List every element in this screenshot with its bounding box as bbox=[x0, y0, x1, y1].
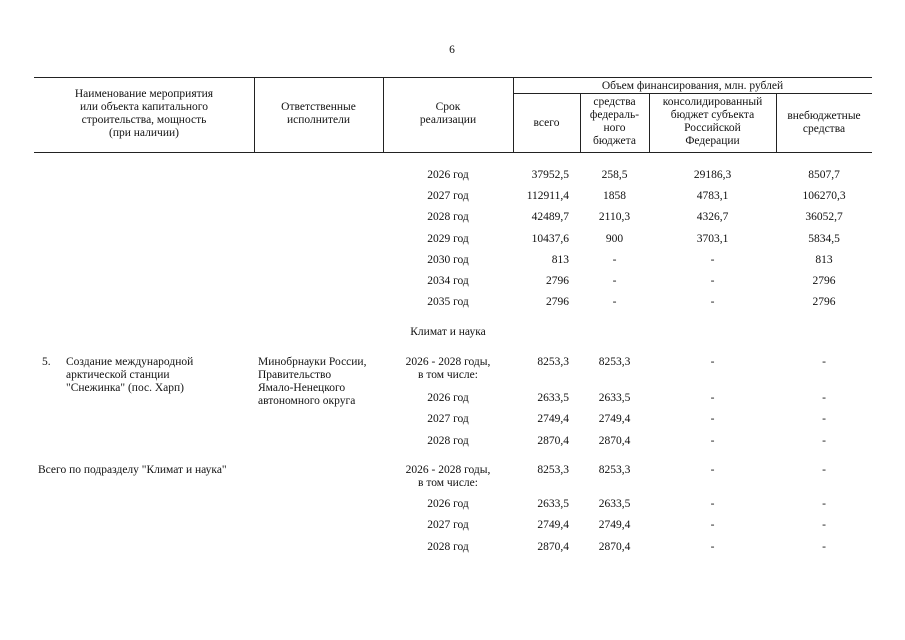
row-total: 813 bbox=[551, 254, 569, 266]
row-total: 10437,6 bbox=[531, 233, 569, 245]
row-consolidated: - bbox=[710, 356, 715, 368]
row-extra: - bbox=[822, 519, 826, 531]
header-federal: средства федераль- ного бюджета bbox=[589, 96, 640, 147]
row-term: 2030 год bbox=[427, 254, 469, 266]
header-responsible: Ответственные исполнители bbox=[281, 101, 356, 126]
subtotal-label: Всего по подразделу "Климат и наука" bbox=[38, 464, 227, 476]
row-extra: 36052,7 bbox=[805, 211, 843, 223]
row-consolidated: - bbox=[710, 413, 715, 425]
row-term: 2028 год bbox=[427, 211, 469, 223]
row-consolidated: - bbox=[710, 464, 715, 476]
row-federal: 2870,4 bbox=[598, 541, 631, 553]
row-extra: 106270,3 bbox=[802, 190, 846, 202]
row-total: 2749,4 bbox=[537, 519, 569, 531]
row-total: 112911,4 bbox=[526, 190, 569, 202]
row-consolidated: 4326,7 bbox=[696, 211, 729, 223]
row-consolidated: 3703,1 bbox=[696, 233, 729, 245]
row-consolidated: - bbox=[710, 254, 715, 266]
row-consolidated: - bbox=[710, 435, 715, 447]
row-extra: - bbox=[822, 541, 826, 553]
row-federal: 2749,4 bbox=[598, 519, 631, 531]
header-total: всего bbox=[533, 117, 560, 129]
row-federal: 1858 bbox=[603, 190, 626, 202]
row-term: 2028 год bbox=[427, 541, 469, 553]
item-responsible: Минобрнауки России, Правительство Ямало-Ненецкого автономного округа bbox=[258, 356, 367, 407]
row-term: 2027 год bbox=[427, 190, 469, 202]
row-total: 42489,7 bbox=[531, 211, 569, 223]
header-name: Наименование мероприятия или объекта капитального строительства, мощность (при наличии) bbox=[74, 88, 214, 139]
row-federal: 2633,5 bbox=[598, 392, 631, 404]
row-federal: - bbox=[612, 275, 617, 287]
row-federal: 2870,4 bbox=[598, 435, 631, 447]
item-name: Создание международной арктической станции "Снежинка" (пос. Харп) bbox=[66, 356, 194, 394]
row-term: 2028 год bbox=[427, 435, 469, 447]
row-extra: 8507,7 bbox=[808, 169, 840, 181]
row-federal: 258,5 bbox=[601, 169, 628, 181]
row-extra: 813 bbox=[815, 254, 833, 266]
row-term: 2034 год bbox=[427, 275, 469, 287]
row-consolidated: - bbox=[710, 275, 715, 287]
item-number: 5. bbox=[42, 356, 51, 368]
row-extra: - bbox=[822, 413, 826, 425]
row-total: 8253,3 bbox=[537, 464, 569, 476]
row-extra: - bbox=[822, 498, 826, 510]
row-consolidated: 29186,3 bbox=[693, 169, 732, 181]
row-total: 2796 bbox=[546, 275, 569, 287]
row-federal: - bbox=[612, 296, 617, 308]
row-term: 2029 год bbox=[427, 233, 469, 245]
row-extra: - bbox=[822, 356, 826, 368]
row-federal: 2110,3 bbox=[598, 211, 631, 223]
row-consolidated: - bbox=[710, 541, 715, 553]
section-title: Климат и наука bbox=[410, 326, 486, 338]
row-consolidated: - bbox=[710, 296, 715, 308]
row-extra: - bbox=[822, 392, 826, 404]
row-federal: 2633,5 bbox=[598, 498, 631, 510]
row-total: 2870,4 bbox=[537, 541, 569, 553]
row-term: 2026 год bbox=[427, 498, 469, 510]
row-total: 2870,4 bbox=[537, 435, 569, 447]
row-extra: - bbox=[822, 464, 826, 476]
row-federal: - bbox=[612, 254, 617, 266]
header-term: Срок реализации bbox=[419, 101, 477, 126]
row-term: 2026 год bbox=[427, 392, 469, 404]
header-extra: внебюджетные средства bbox=[787, 110, 861, 135]
item-term-main: 2026 - 2028 годы, в том числе: bbox=[405, 356, 491, 381]
subtotal-term-main: 2026 - 2028 годы, в том числе: bbox=[405, 464, 491, 489]
row-total: 8253,3 bbox=[537, 356, 569, 368]
row-consolidated: - bbox=[710, 498, 715, 510]
header-bottom-border bbox=[34, 152, 872, 153]
row-term: 2027 год bbox=[427, 413, 469, 425]
row-total: 2633,5 bbox=[537, 498, 569, 510]
table-top-border bbox=[34, 77, 872, 78]
row-total: 2796 bbox=[546, 296, 569, 308]
row-term: 2035 год bbox=[427, 296, 469, 308]
row-extra: - bbox=[822, 435, 826, 447]
row-total: 2633,5 bbox=[537, 392, 569, 404]
row-federal: 8253,3 bbox=[598, 464, 631, 476]
header-consolidated: консолидированный бюджет субъекта Российской Федерации bbox=[662, 96, 763, 147]
row-consolidated: - bbox=[710, 519, 715, 531]
row-term: 2026 год bbox=[427, 169, 469, 181]
row-extra: 2796 bbox=[812, 275, 836, 287]
row-federal: 8253,3 bbox=[598, 356, 631, 368]
row-total: 37952,5 bbox=[531, 169, 569, 181]
row-consolidated: 4783,1 bbox=[696, 190, 729, 202]
row-extra: 5834,5 bbox=[808, 233, 840, 245]
row-term: 2027 год bbox=[427, 519, 469, 531]
header-funding-group: Объем финансирования, млн. рублей bbox=[601, 80, 784, 92]
funding-group-divider bbox=[513, 93, 872, 94]
page-number: 6 bbox=[449, 44, 455, 56]
row-total: 2749,4 bbox=[537, 413, 569, 425]
row-extra: 2796 bbox=[812, 296, 836, 308]
row-consolidated: - bbox=[710, 392, 715, 404]
row-federal: 900 bbox=[605, 233, 624, 245]
row-federal: 2749,4 bbox=[598, 413, 631, 425]
